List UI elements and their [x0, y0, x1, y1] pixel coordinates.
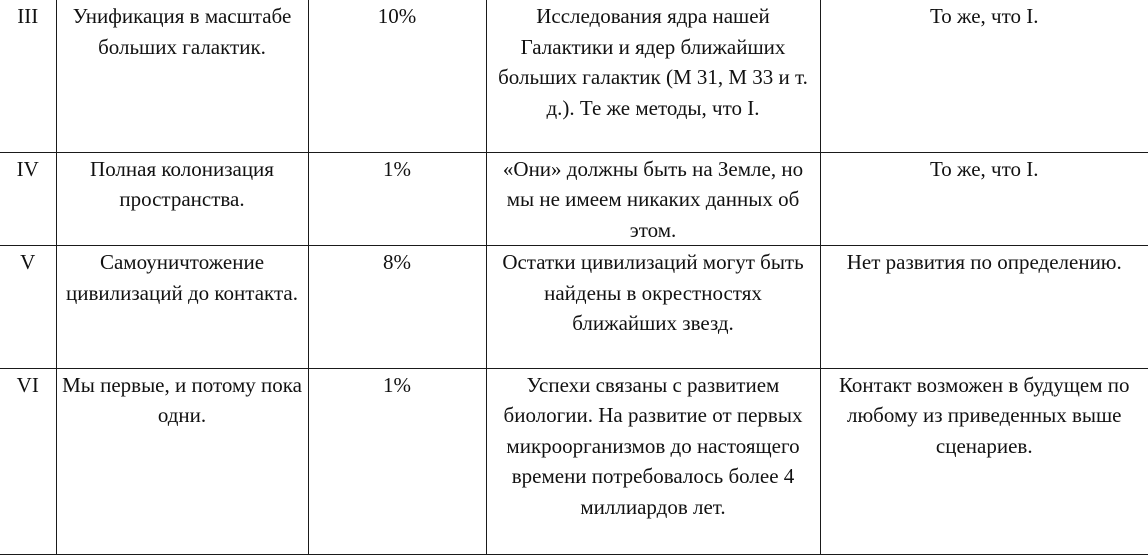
- evidence-cell: [486, 0, 820, 152]
- probability-value: 10%: [377, 4, 417, 28]
- evidence-text: Остатки цивилизаций могут быть найдены в окрестностях ближайших звезд.: [502, 250, 804, 336]
- scenario-name: Унификация в масштабе больших галактик.: [72, 4, 292, 59]
- contact-text: Контакт возможен в будущем по любому из приведенных выше сценариев.: [838, 372, 1130, 458]
- contact-cell: [820, 152, 1148, 246]
- probability-value: 8%: [383, 250, 411, 275]
- contact-cell: [820, 0, 1148, 152]
- scenario-number-cell: [0, 246, 56, 368]
- scenario-name: Самоуничтожение цивилизаций до контакта.: [66, 250, 298, 305]
- table-row: [0, 368, 1148, 554]
- contact-text: То же, что I.: [929, 156, 1039, 181]
- scenario-number: IV: [16, 156, 39, 181]
- evidence-cell: [486, 152, 820, 246]
- contact-text: То же, что I.: [929, 4, 1039, 28]
- scenario-name: Мы первые, и потому пока одни.: [62, 372, 302, 428]
- scenario-name-cell: [56, 368, 308, 554]
- probability-cell: [308, 246, 486, 368]
- probability-cell: [308, 152, 486, 246]
- scenario-name-cell: [56, 246, 308, 368]
- scenario-name: Полная колонизация пространства.: [90, 156, 274, 212]
- scenario-name-cell: [56, 152, 308, 246]
- evidence-cell: [486, 368, 820, 554]
- scenario-number-cell: [0, 368, 56, 554]
- scenario-number: III: [17, 4, 39, 28]
- scenario-number-cell: [0, 152, 56, 246]
- contact-text: Нет развития по определению.: [846, 250, 1122, 275]
- scenario-number-cell: [0, 0, 56, 152]
- probability-cell: [308, 0, 486, 152]
- scenario-name-cell: [56, 0, 308, 152]
- scenario-number: V: [20, 250, 36, 275]
- probability-value: 1%: [383, 372, 411, 397]
- table-row: [0, 152, 1148, 246]
- evidence-cell: [486, 246, 820, 368]
- scenario-number: VI: [16, 372, 39, 397]
- evidence-text: Исследования ядра нашей Галактики и ядер ближайших больших галактик (М 31, М 33 и т. д.). Те же методы, что I.: [498, 4, 808, 120]
- table-row: [0, 0, 1148, 152]
- probability-cell: [308, 368, 486, 554]
- table-row: [0, 246, 1148, 368]
- probability-value: 1%: [383, 156, 411, 181]
- contact-cell: [820, 368, 1148, 554]
- contact-cell: [820, 246, 1148, 368]
- evidence-text: Успехи связаны с развитием биологии. На развитие от первых микроорганизмов до настоящего времени потребовалось более 4 миллиардов лет.: [503, 372, 803, 519]
- evidence-text: «Они» должны быть на Земле, но мы не имеем никаких данных об этом.: [502, 156, 804, 242]
